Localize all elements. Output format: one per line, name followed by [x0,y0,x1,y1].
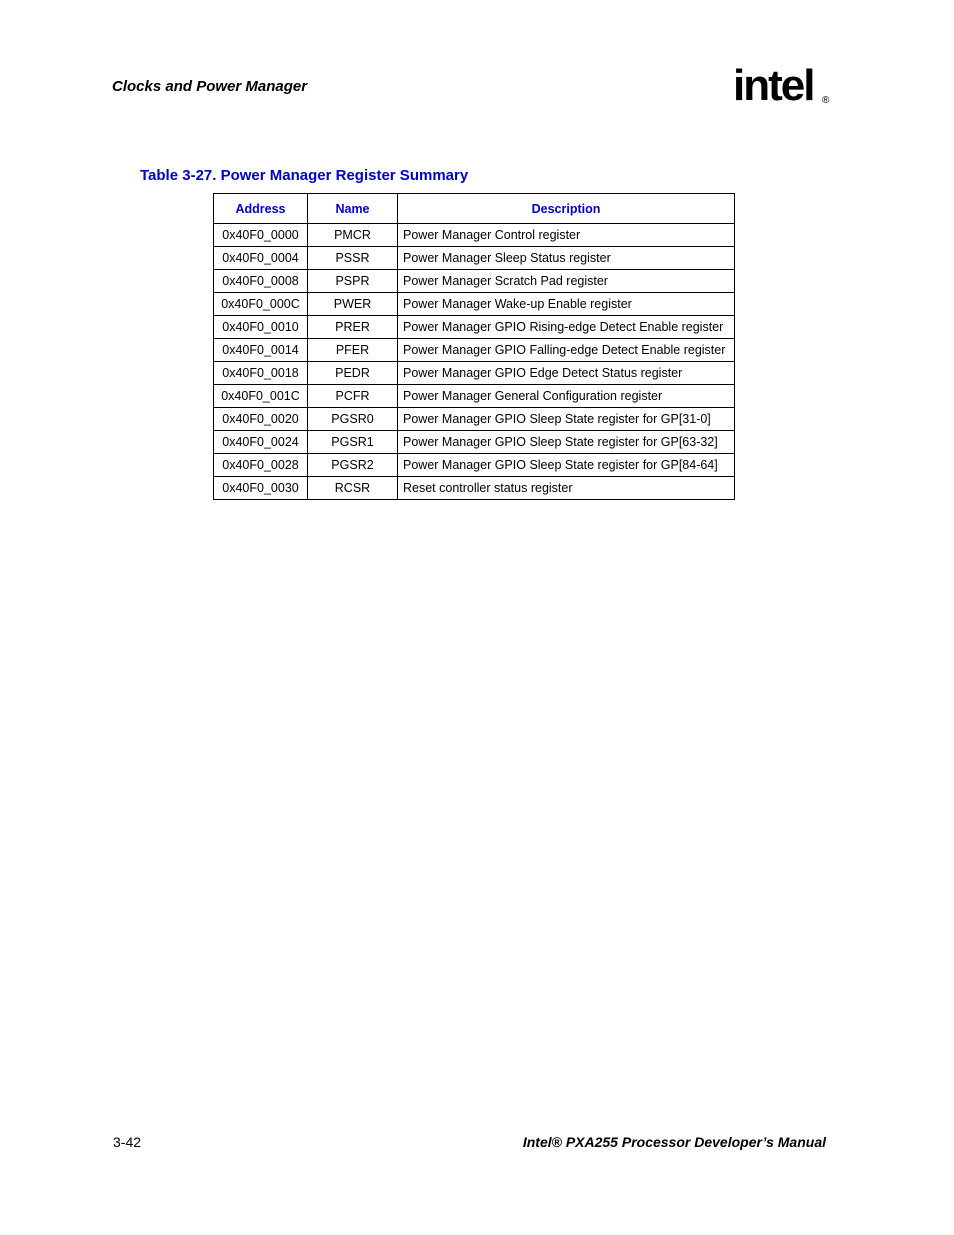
description-cell: Reset controller status register [398,477,735,500]
description-cell: Power Manager Scratch Pad register [398,270,735,293]
name-cell: PMCR [308,224,398,247]
description-cell: Power Manager GPIO Sleep State register for GP[63-32] [398,431,735,454]
table-body [214,224,735,500]
table-row [214,431,735,454]
address-cell: 0x40F0_0020 [214,408,308,431]
description-cell: Power Manager Control register [398,224,735,247]
registered-mark: ® [822,95,830,106]
description-cell: Power Manager GPIO Sleep State register for GP[31-0] [398,408,735,431]
column-header-address: Address [214,194,308,224]
table-row [214,293,735,316]
name-cell: PEDR [308,362,398,385]
address-cell: 0x40F0_0010 [214,316,308,339]
address-cell: 0x40F0_000C [214,293,308,316]
name-cell: PGSR2 [308,454,398,477]
address-cell: 0x40F0_0028 [214,454,308,477]
table-row [214,339,735,362]
table-caption: Table 3-27. Power Manager Register Summary [140,167,469,184]
name-cell: PGSR0 [308,408,398,431]
description-cell: Power Manager General Configuration register [398,385,735,408]
description-cell: Power Manager Sleep Status register [398,247,735,270]
table-row [214,224,735,247]
running-header: Clocks and Power Manager [112,78,308,95]
description-cell: Power Manager Wake-up Enable register [398,293,735,316]
table-row [214,316,735,339]
table-row [214,362,735,385]
address-cell: 0x40F0_0000 [214,224,308,247]
table-row [214,247,735,270]
intel-logo-text: intel [733,62,814,110]
page-number: 3-42 [113,1134,142,1150]
address-cell: 0x40F0_0008 [214,270,308,293]
name-cell: PWER [308,293,398,316]
address-cell: 0x40F0_0030 [214,477,308,500]
description-cell: Power Manager GPIO Falling-edge Detect Enable register [398,339,735,362]
description-cell: Power Manager GPIO Sleep State register for GP[84-64] [398,454,735,477]
address-cell: 0x40F0_0024 [214,431,308,454]
description-cell: Power Manager GPIO Rising-edge Detect Enable register [398,316,735,339]
description-cell: Power Manager GPIO Edge Detect Status register [398,362,735,385]
name-cell: PCFR [308,385,398,408]
name-cell: PRER [308,316,398,339]
table-row [214,385,735,408]
table-row [214,454,735,477]
column-header-description: Description [398,194,735,224]
address-cell: 0x40F0_0014 [214,339,308,362]
intel-logo [733,62,833,116]
address-cell: 0x40F0_0018 [214,362,308,385]
name-cell: RCSR [308,477,398,500]
name-cell: PFER [308,339,398,362]
table-row [214,477,735,500]
address-cell: 0x40F0_0004 [214,247,308,270]
document-title: Intel® PXA255 Processor Developer’s Manual [522,1134,826,1150]
name-cell: PSPR [308,270,398,293]
name-cell: PGSR1 [308,431,398,454]
table-header-row [214,194,735,224]
table-row [214,270,735,293]
column-header-name: Name [308,194,398,224]
address-cell: 0x40F0_001C [214,385,308,408]
table-row [214,408,735,431]
register-summary-table [213,193,735,500]
name-cell: PSSR [308,247,398,270]
